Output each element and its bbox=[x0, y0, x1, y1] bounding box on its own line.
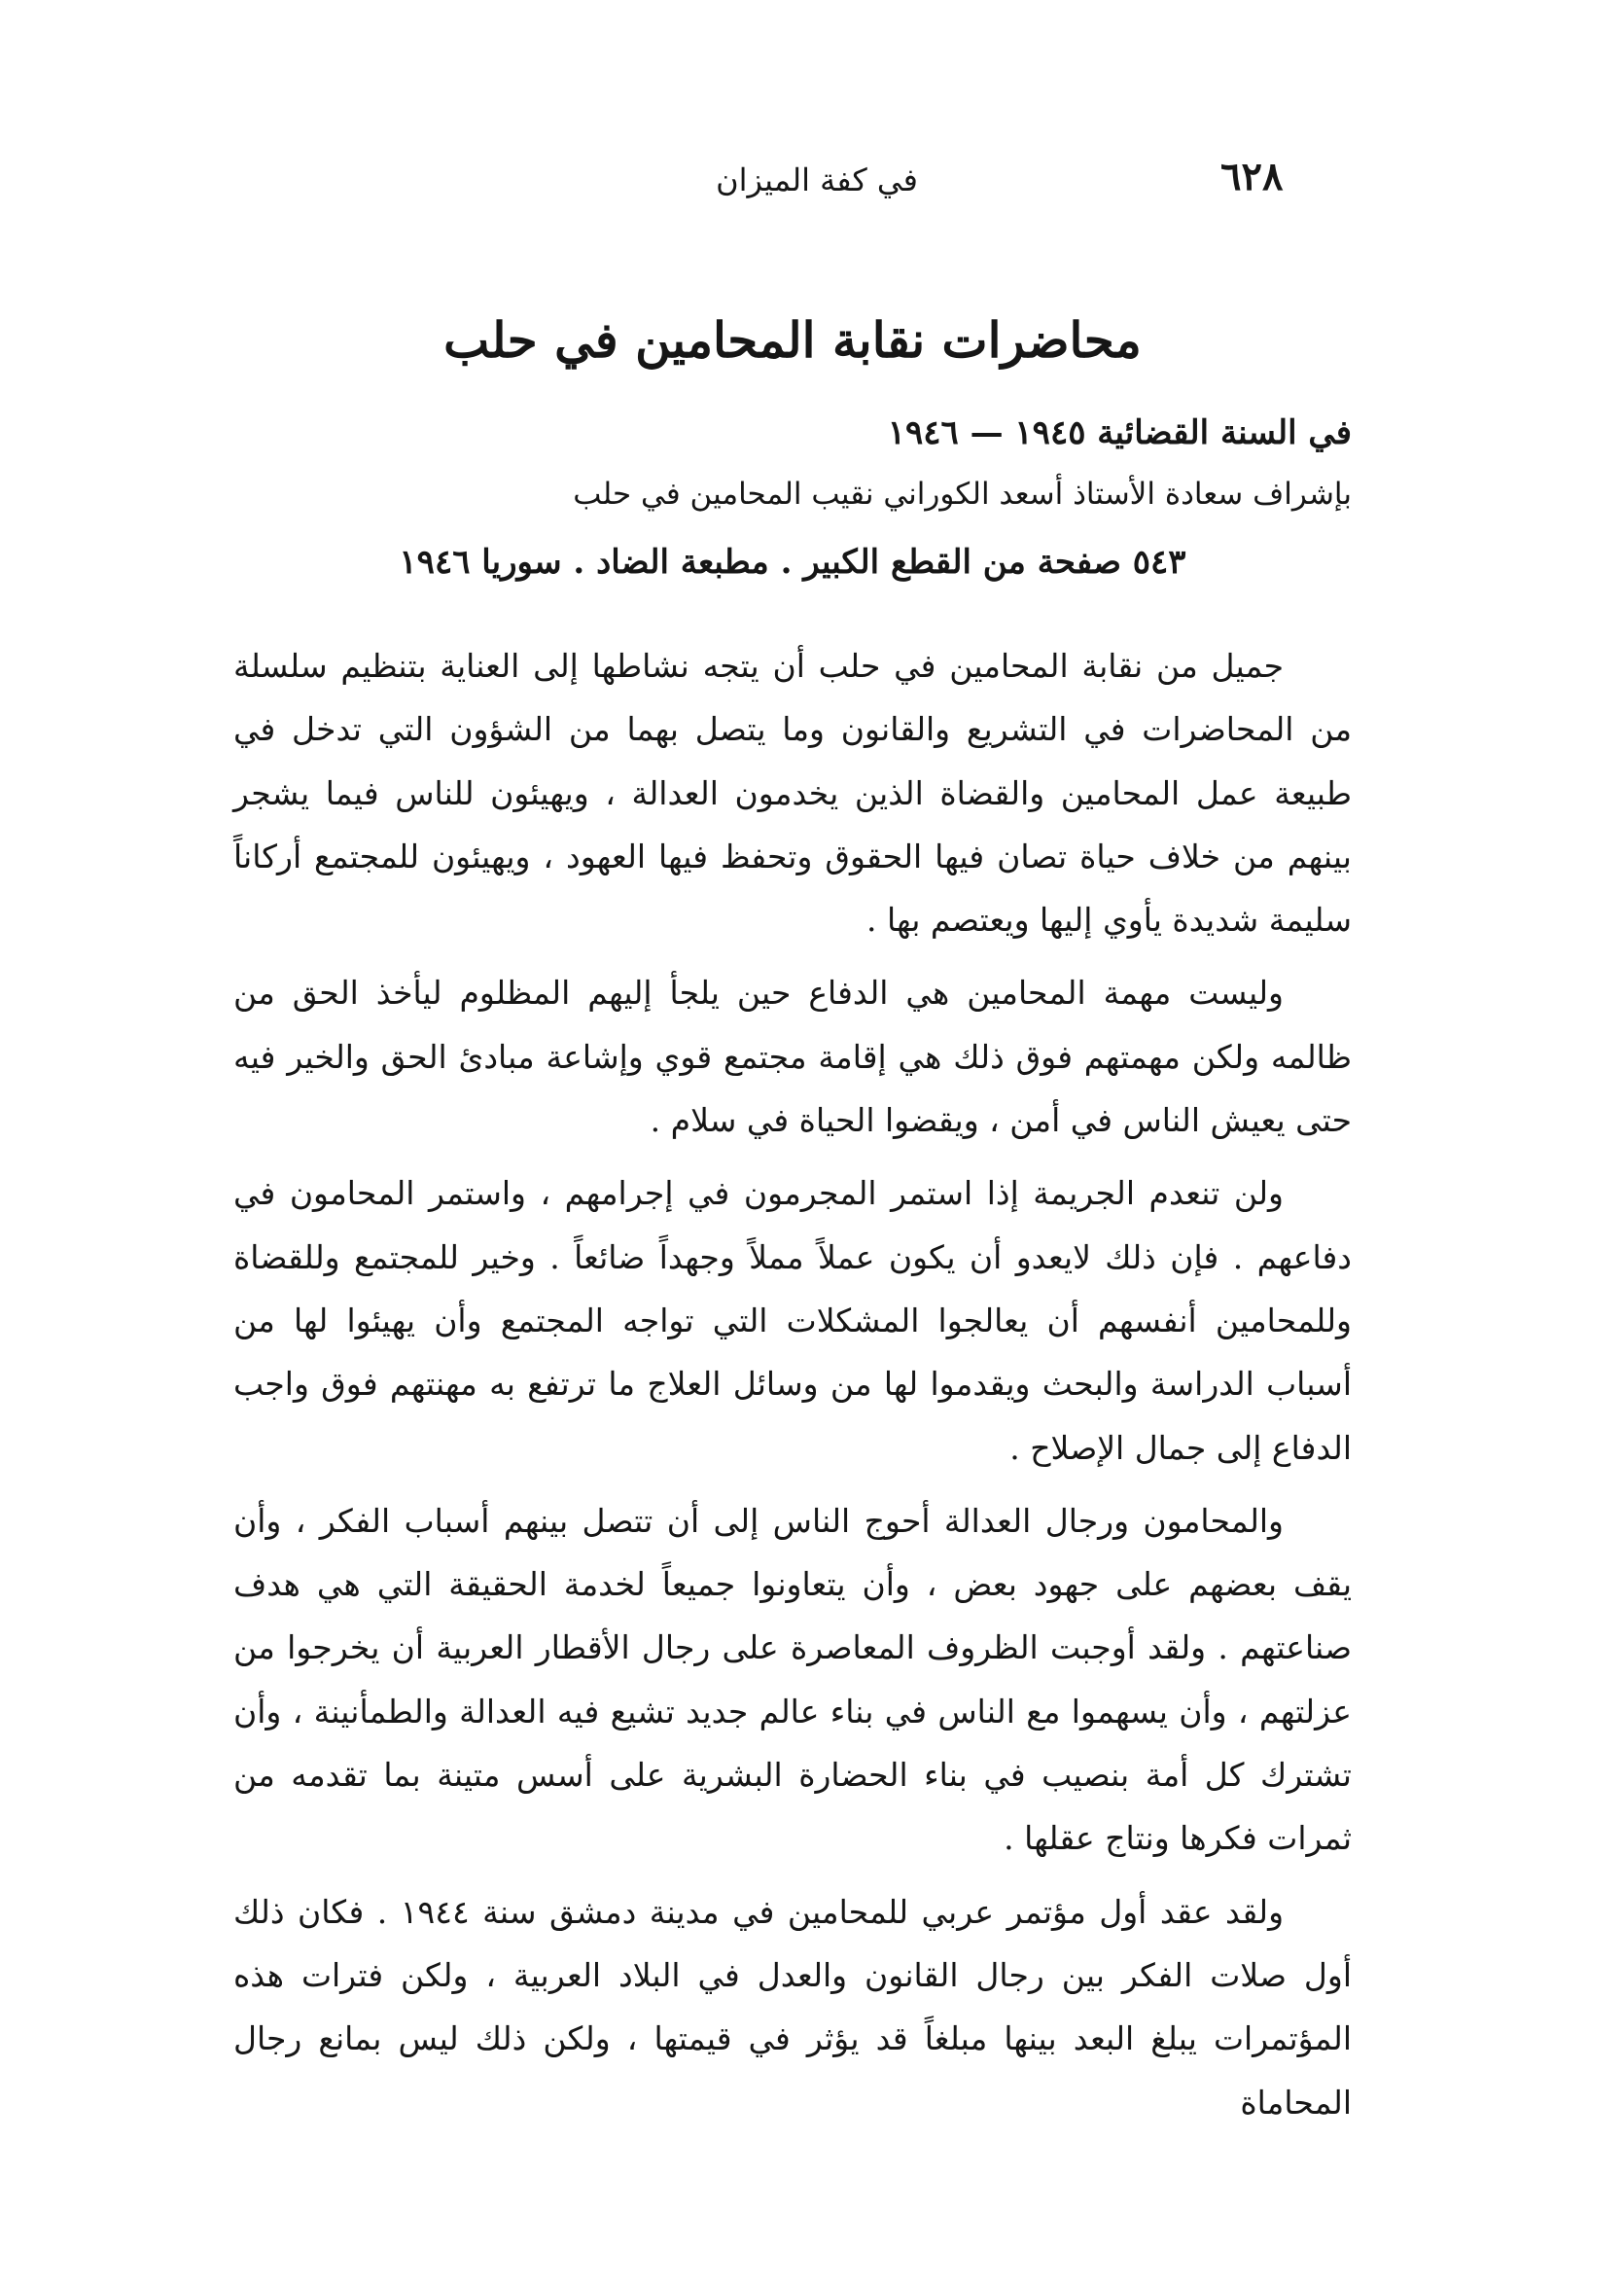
book-title: محاضرات نقابة المحامين في حلب bbox=[443, 311, 1142, 369]
review-body bbox=[233, 634, 1352, 2134]
paragraph: والمحامون ورجال العدالة أحوج الناس إلى أن تتصل بينهم أسباب الفكر ، وأن يقف بعضهم على جهود بعض ، وأن يتعاونوا جميعاً لخدمة الحقيقة التي هي هدف صناعتهم . ولقد أوجبت الظروف المعاصرة على رجال الأقطار العربية أن يخرجوا من عزلتهم ، وأن يسهموا مع الناس في بناء عالم جديد تشيع فيه العدالة والطمأنينة ، وأن تشترك كل أمة بنصيب في بناء الحضارة البشرية على أسس متينة بما تقدمه من ثمرات فكرها ونتاج عقلها . bbox=[233, 1501, 1352, 1858]
book-supervision-line: بإشراف سعادة الأستاذ أسعد الكوراني نقيب المحامين في حلب bbox=[573, 477, 1352, 512]
running-header bbox=[0, 154, 1624, 212]
paragraph: جميل من نقابة المحامين في حلب أن يتجه نشاطها إلى العناية بتنظيم سلسلة من المحاضرات في التشريع والقانون وما يتصل بهما من الشؤون التي تدخل في طبيعة عمل المحامين والقضاة الذين يخدمون العدالة ، ويهيئون للناس فيما يشجر بينهم من خلاف حياة تصان فيها الحقوق وتحفظ فيها العهود ، ويهيئون للمجتمع أركاناً سليمة شديدة يأوي إليها ويعتصم بها . bbox=[233, 647, 1352, 940]
paragraph: وليست مهمة المحامين هي الدفاع حين يلجأ إليهم المظلوم ليأخذ الحق من ظالمه ولكن مهمتهم فوق ذلك هي إقامة مجتمع قوي وإشاعة مبادئ الحق والخير فيه حتى يعيش الناس في أمن ، ويقضوا الحياة في سلام . bbox=[233, 974, 1352, 1140]
book-year-line: في السنة القضائية ١٩٤٥ — ١٩٤٦ bbox=[887, 413, 1352, 452]
running-title: في كفة الميزان bbox=[716, 161, 918, 198]
page-number: ٦٢٨ bbox=[1220, 154, 1284, 199]
paragraph: ولن تنعدم الجريمة إذا استمر المجرمون في إجرامهم ، واستمر المحامون في دفاعهم . فإن ذلك لايعدو أن يكون عملاً مملاً وجهداً ضائعاً . وخير للمجتمع وللقضاة وللمحامين أنفسهم أن يعالجوا المشكلات التي تواجه المجتمع وأن يهيئوا لها من أسباب الدراسة والبحث ويقدموا لها من وسائل العلاج ما ترتفع به مهنتهم فوق واجب الدفاع إلى جمال الإصلاح . bbox=[233, 1174, 1352, 1467]
book-publication-info: ٥٤٣ صفحة من القطع الكبير . مطبعة الضاد . سوريا ١٩٤٦ bbox=[399, 543, 1186, 582]
paragraph: ولقد عقد أول مؤتمر عربي للمحامين في مدينة دمشق سنة ١٩٤٤ . فكان ذلك أول صلات الفكر بين رجال القانون والعدل في البلاد العربية ، ولكن فترات هذه المؤتمرات يبلغ البعد بينها مبلغاً قد يؤثر في قيمتها ، ولكن ذلك ليس بمانع رجال المحاماة bbox=[233, 1892, 1352, 2122]
